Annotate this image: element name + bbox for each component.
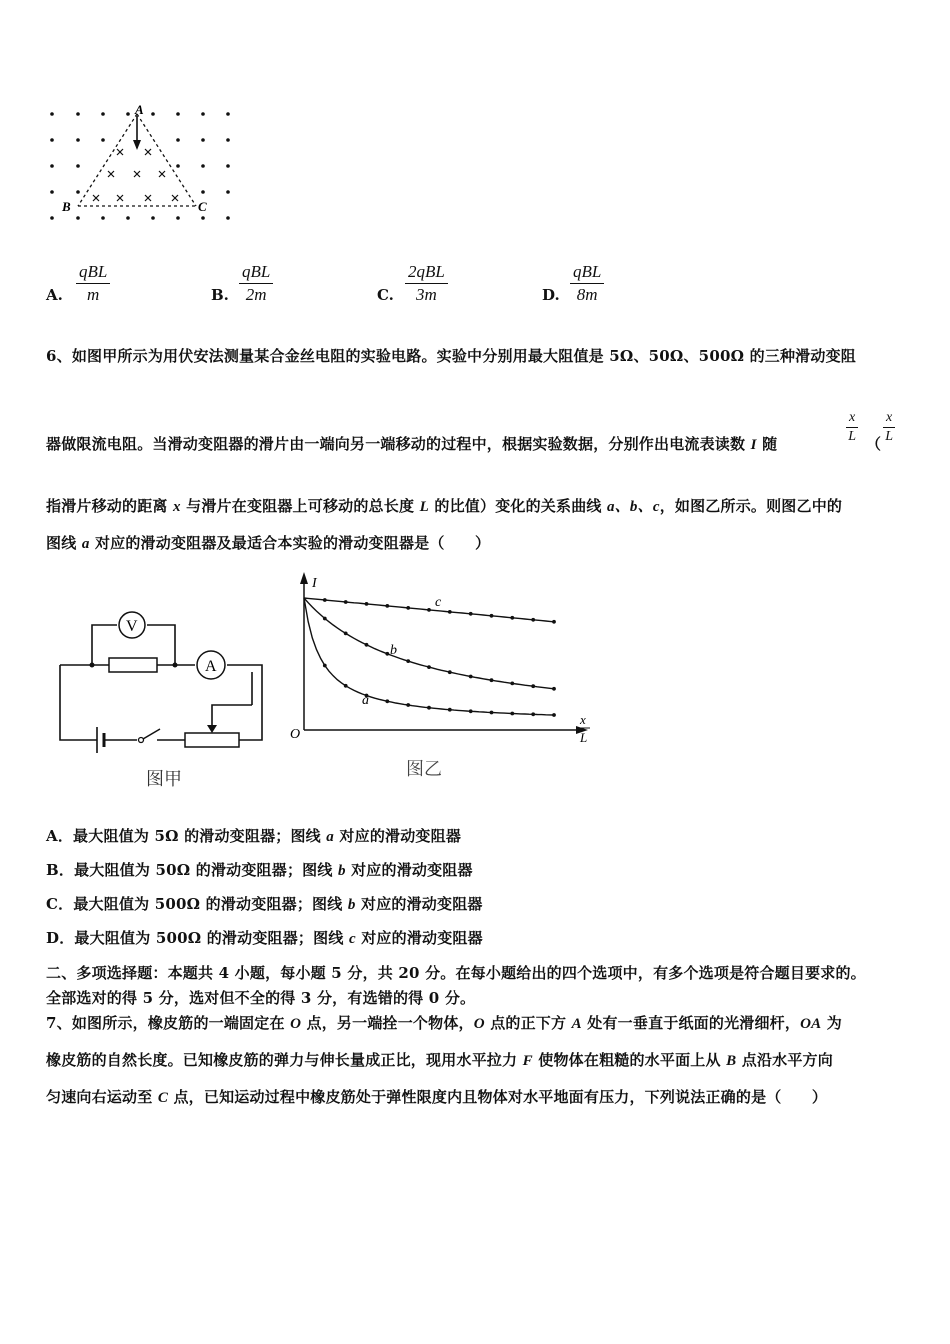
field-cross (108, 171, 114, 177)
curve-b-point (323, 617, 327, 621)
section2-line2: 全部选对的得 5 分，选对但不全的得 3 分，有选错的得 0 分。 (46, 989, 476, 1007)
curve-b-point (510, 682, 514, 686)
vertex-B-label: B (62, 199, 71, 214)
curve-a-point (510, 712, 514, 716)
switch (139, 729, 161, 743)
curve-a-point (490, 711, 494, 715)
option-letter: A. (46, 286, 63, 304)
battery (97, 727, 104, 753)
field-crosses (93, 149, 178, 201)
field-dot (76, 164, 80, 168)
curve-label-c: c (435, 595, 442, 610)
field-dot (201, 216, 205, 220)
q6-var-x: x (173, 499, 181, 515)
field-dot (76, 190, 80, 194)
field-dot (126, 216, 130, 220)
field-dot (176, 216, 180, 220)
field-dot (176, 164, 180, 168)
vertex-C-label: C (198, 199, 207, 214)
curve-a-point (552, 713, 556, 717)
curve-c-point (385, 604, 389, 608)
q6-var-L: L (419, 499, 429, 515)
field-dot (50, 216, 54, 220)
q6-line2-text: 器做限流电阻。当滑动变阻器的滑片由一端向另一端移动的过程中，根据实验数据，分别作出电流表读数 (46, 435, 751, 453)
fig2-caption: 图乙 (406, 759, 442, 779)
field-dot (151, 216, 155, 220)
fig1-caption: 图甲 (146, 769, 182, 789)
q7-stem-line3: 匀速向右运动至 C 点，已知运动过程中橡皮筋处于弹性限度内且物体对水平地面有压力，下列说法正确的是（ ） (46, 1088, 828, 1106)
q5-option-a[interactable] (46, 262, 166, 310)
curve-c-point (365, 602, 369, 606)
curve-c-point (531, 618, 535, 622)
field-dot (176, 138, 180, 142)
option-letter: B. (211, 286, 229, 304)
curve-a (304, 598, 554, 715)
q6-var-a: a (81, 536, 90, 552)
field-cross (172, 195, 178, 201)
field-dot (126, 112, 130, 116)
field-dot (101, 112, 105, 116)
curve-c-point (490, 614, 494, 618)
q6-frac-x-over-L-1: $\frac{x}{L}$ (846, 410, 858, 445)
q6-line2-sui: 随 (756, 435, 778, 453)
q7-stem-line2: 橡皮筋的自然长度。已知橡皮筋的弹力与伸长量成正比，现用水平拉力 F 使物体在粗糙的水平面上从 B 点沿水平方向 (46, 1051, 833, 1069)
curve-c-point (427, 608, 431, 612)
x-axis-label-num: x (580, 712, 586, 727)
field-cross (145, 149, 151, 155)
q6-option-d[interactable]: D．最大阻值为 500Ω 的滑动变阻器；图线 c 对应的滑动变阻器 (46, 929, 483, 947)
field-dot (226, 190, 230, 194)
curve-b-point (365, 643, 369, 647)
q5-field-figure (40, 100, 240, 230)
x-axis-label-den: L (580, 730, 588, 745)
field-dot (201, 112, 205, 116)
q5-option-d[interactable] (542, 262, 662, 310)
curve-c-point (406, 606, 410, 610)
curve-c-point (552, 620, 556, 624)
curve-a-point (427, 706, 431, 710)
q6-option-b[interactable]: B．最大阻值为 50Ω 的滑动变阻器；图线 b 对应的滑动变阻器 (46, 861, 473, 879)
field-dot (50, 112, 54, 116)
curve-c-point (323, 598, 327, 602)
q6-stem-line3: 指滑片移动的距离 x 与滑片在变阻器上可移动的总长度 L 的比值）变化的关系曲线 a、b、c，如图乙所示。则图乙中的 (46, 497, 843, 515)
curve-b-point (531, 684, 535, 688)
field-dot (201, 138, 205, 142)
curve-a-point (323, 664, 327, 668)
curve-label-b: b (390, 643, 397, 658)
curve-c-point (344, 600, 348, 604)
curve-a-point (385, 699, 389, 703)
q6-stem-line2 (46, 433, 777, 454)
field-dot (50, 138, 54, 142)
field-cross (93, 195, 99, 201)
curve-b-point (490, 678, 494, 682)
q6-circuit-figure (52, 605, 272, 795)
resistor (109, 658, 157, 672)
curve-a-point (344, 684, 348, 688)
curve-a-point (448, 708, 452, 712)
q6-var-I: I (750, 437, 757, 453)
field-dot (76, 216, 80, 220)
field-dot (76, 138, 80, 142)
field-cross (145, 195, 151, 201)
field-dot (226, 164, 230, 168)
curve-b-point (427, 665, 431, 669)
velocity-arrowhead (133, 140, 141, 150)
curve-b-point (406, 659, 410, 663)
curve-b-point (385, 652, 389, 656)
rheostat (185, 733, 239, 747)
field-dot (50, 164, 54, 168)
field-dot (50, 190, 54, 194)
field-dot (201, 164, 205, 168)
curves (304, 598, 556, 717)
option-fraction: qBL m (76, 262, 110, 305)
curve-b-point (552, 687, 556, 691)
field-dot (76, 112, 80, 116)
option-letter: C. (377, 286, 394, 304)
y-axis-label: I (312, 576, 317, 591)
field-dot (101, 138, 105, 142)
q5-option-b[interactable] (211, 262, 331, 310)
curve-c-point (510, 616, 514, 620)
q6-open-paren: （ (866, 435, 882, 453)
ammeter-label: A (205, 658, 217, 675)
q6-frac-x-over-L-2: $\frac{x}{L}$ (883, 410, 895, 445)
curve-b-point (344, 632, 348, 636)
q6-stem-line4: 图线 a 对应的滑动变阻器及最适合本实验的滑动变阻器是（ ） (46, 534, 491, 552)
q6-curve-names: a、b、c (607, 499, 660, 515)
field-cross (117, 149, 123, 155)
option-letter: D. (542, 286, 560, 304)
field-dot (201, 190, 205, 194)
curve-c-point (448, 610, 452, 614)
option-fraction: qBL 8m (570, 262, 604, 305)
curve-a-point (406, 703, 410, 707)
field-dot (226, 112, 230, 116)
y-axis-arrow (300, 572, 308, 584)
field-cross (159, 171, 165, 177)
curve-a-point (469, 709, 473, 713)
field-cross (134, 171, 140, 177)
field-dot (226, 216, 230, 220)
curve-b-point (448, 670, 452, 674)
option-fraction: qBL 2m (239, 262, 273, 305)
curve-b-point (469, 675, 473, 679)
origin-label: O (290, 727, 301, 742)
field-dot (151, 112, 155, 116)
q6-option-a[interactable]: A．最大阻值为 5Ω 的滑动变阻器；图线 a 对应的滑动变阻器 (46, 827, 462, 845)
voltmeter-label: V (126, 618, 138, 635)
curve-label-a: a (362, 693, 369, 708)
vertex-A-label: A (135, 102, 144, 117)
curve-c-point (469, 612, 473, 616)
section2-line1: 二、多项选择题：本题共 4 小题，每小题 5 分，共 20 分。在每小题给出的四个选项中，有多个选项是符合题目要求的。 (46, 964, 866, 982)
field-dot (176, 112, 180, 116)
q7-stem-line1: 7、如图所示，橡皮筋的一端固定在 O 点，另一端拴一个物体，O 点的正下方 A 处有一垂直于纸面的光滑细杆，OA 为 (46, 1014, 842, 1032)
field-dot (226, 138, 230, 142)
q6-stem-line1: 6、如图甲所示为用伏安法测量某合金丝电阻的实验电路。实验中分别用最大阻值是 5Ω、50Ω、500Ω 的三种滑动变阻 (46, 347, 856, 365)
q5-option-c[interactable] (377, 262, 497, 310)
q6-option-c[interactable]: C．最大阻值为 500Ω 的滑动变阻器；图线 b 对应的滑动变阻器 (46, 895, 483, 913)
curve-a-point (531, 712, 535, 716)
q6-graph-figure (282, 570, 602, 785)
option-fraction: 2qBL 3m (405, 262, 448, 305)
field-cross (117, 195, 123, 201)
field-dot (101, 216, 105, 220)
